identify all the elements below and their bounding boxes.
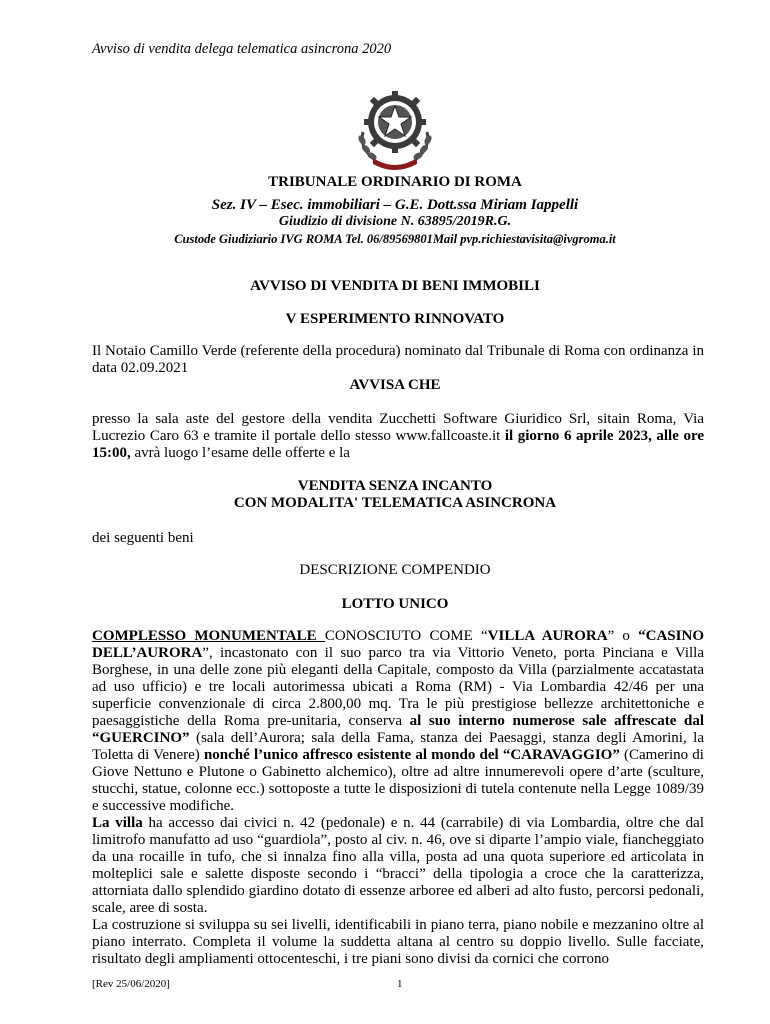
revision-footer: [Rev 25/06/2020] bbox=[92, 978, 170, 990]
body-text: ”, incastonato con il suo parco tra via Vittorio Veneto, porta Pinciana e Villa Borghese, in una delle zone più eleganti della Capitale, composto da Villa (parzialmente accatastata ad uso ufficio) e tre locali autorimessa ubicati a Roma (RM) - Via Lombardia 42/46 per una superficie convenzionale di circa 2.800,00 mq. Tra le più prestigiose bellezze architettoniche e paesaggistiche della Roma pre-unitaria, conserva bbox=[92, 645, 704, 729]
complex-label: COMPLESSO MONUMENTALE bbox=[92, 628, 325, 644]
body-text: ” o bbox=[607, 628, 639, 644]
body-text: (Camerino di Giove Nettuno e Plutone o Gabinetto alchemico), oltre ad altre innumerevoli opere d’arte (sculture, stucchi, statue, colonne ecc.) sottoposte a tutte le disposizioni di tutela contenute nella Legge 1089/39 e successive modifiche. bbox=[92, 747, 704, 814]
body-text: CONOSCIUTO COME “ bbox=[324, 628, 488, 644]
goods-intro: dei seguenti beni bbox=[92, 530, 194, 546]
description-heading: DESCRIZIONE COMPENDIO bbox=[299, 562, 491, 578]
guercino-highlight: al suo interno numerose sale affrescate dal “GUERCINO” bbox=[92, 713, 704, 746]
caravaggio-highlight: nonché l’unico affresco esistente al mondo del “CARAVAGGIO” bbox=[203, 747, 620, 763]
notice-title: AVVISO DI VENDITA DI BENI IMMOBILI bbox=[250, 278, 540, 294]
lot-heading: LOTTO UNICO bbox=[341, 596, 449, 612]
auction-date: il giorno 6 aprile 2023, alle ore 15:00, bbox=[92, 428, 704, 461]
running-header: Avviso di vendita delega telematica asincrona 2020 bbox=[92, 41, 392, 57]
avvisa-che-heading: AVVISA CHE bbox=[349, 377, 441, 393]
auction-location-text: presso la sala aste del gestore della vendita Zucchetti Software Giuridico Srl, sitain Roma, Via Lucrezio Caro 63 e tramite il portale dello stesso www.fallcoaste.it bbox=[92, 411, 704, 444]
body-text: La costruzione si sviluppa su sei livelli, identificabili in piano terra, piano nobile e mezzanino oltre al piano interrato. Completa il volume la suddetta altana al centro su doppio livello. Sulle facciate, risultato degli ampliamenti ottocenteschi, i tre piani sono divisi da cornici che corrono bbox=[92, 917, 704, 967]
property-description bbox=[92, 628, 704, 968]
notary-intro: Il Notaio Camillo Verde (referente della procedura) nominato dal Tribunale di Roma con ordinanza in data 02.09.2021 bbox=[92, 343, 704, 376]
court-name: TRIBUNALE ORDINARIO DI ROMA bbox=[268, 174, 522, 190]
italian-republic-emblem-icon bbox=[345, 82, 445, 172]
page-number: 1 bbox=[397, 978, 403, 990]
custodian-contact: Custode Giudiziario IVG ROMA Tel. 06/89569801Mail pvp.richiestavisita@ivgroma.it bbox=[174, 232, 616, 246]
auction-location-tail: avrà luogo l’esame delle offerte e la bbox=[130, 445, 350, 461]
casino-name: “CASINO DELL’AURORA bbox=[92, 628, 704, 661]
auction-location-paragraph bbox=[92, 411, 704, 462]
body-text: ha accesso dai civici n. 42 (pedonale) e n. 44 (carrabile) di via Lombardia, oltre che dal limitrofo manufatto ad uso “guardiola”, posto al civ. n. 46, ove si diparte l’ampio viale, fiancheggiato da una rocaille in tufo, che si innalza fino alla villa, posta ad una quota superiore ed articolata in molteplici sale e salette disposte secondo i “bracci” della tipologia a croce che la caratterizza, attorniata dallo splendido giardino dotato di essenze arboree ed alberi ad alto fusto, percorsi pedonali, scale, aree di sosta. bbox=[92, 815, 704, 916]
villa-label: La villa bbox=[92, 815, 143, 831]
body-text: (sala dell’Aurora; sala della Fama, stanza dei Paesaggi, stanza degli Amorini, la Toletta di Venere) bbox=[92, 730, 704, 763]
sale-type-line-2: CON MODALITA' TELEMATICA ASINCRONA bbox=[233, 495, 557, 511]
sale-type-line-1: VENDITA SENZA INCANTO bbox=[297, 478, 493, 494]
experiment-label: V ESPERIMENTO RINNOVATO bbox=[285, 311, 505, 327]
villa-name: VILLA AURORA bbox=[487, 628, 608, 644]
court-section: Sez. IV – Esec. immobiliari – G.E. Dott.ssa Miriam Iappelli bbox=[211, 197, 579, 213]
case-number: Giudizio di divisione N. 63895/2019R.G. bbox=[278, 214, 512, 229]
